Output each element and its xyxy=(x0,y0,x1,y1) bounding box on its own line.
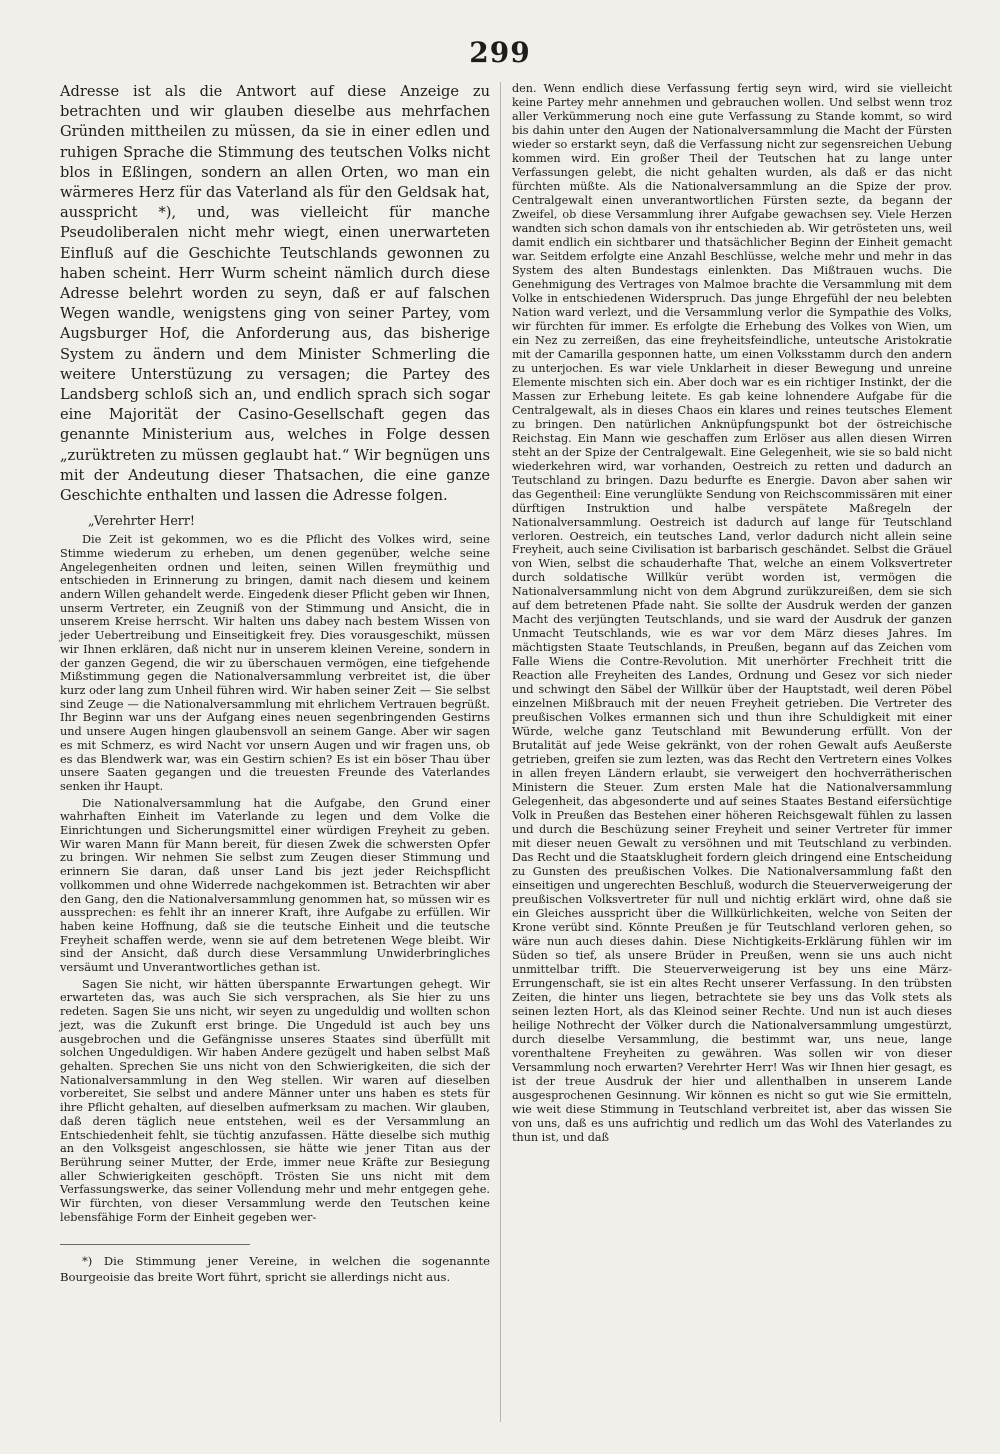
right-column-paragraph: den. Wenn endlich diese Verfassung fertig seyn wird, wird sie vielleicht keine Partey mehr annehmen und gebrauchen wollen. Und selbst wenn troz aller Verkümmerung noch eine gute Verfassung zu Stande kommt, so wird bis dahin unter den Augen der Nationalversammlung die Macht der Fürsten wieder so erstarkt seyn, daß die Verfassung nicht zur segensreichen Uebung kommen wird. Ein großer Theil der Teutschen hat zu lange unter Verfassungen gelebt, die nicht gehalten wurden, als daß er das nicht fürchten müßte. Als die Nationalversammlung an die Spize der prov. Centralgewalt einen unverantwortlichen Fürsten sezte, da begann der Zweifel, ob diese Versammlung ihrer Aufgabe gewachsen sey. Viele Herzen wandten sich schon damals von ihr entschieden ab. Wir getrösteten uns, weil damit endlich ein sichtbarer und thatsächlicher Beginn der Einheit gemacht war. Seitdem erfolgte eine Anzahl Beschlüsse, welche mehr und mehr in das System des alten Bundestags einlenkten. Das Mißtrauen wuchs. Die Genehmigung des Vertrages von Malmoe brachte die Versammlung mit dem Volke in entschiedenen Widerspruch. Das junge Ehrgefühl der neu belebten Nation ward verlezt, und die Versammlung verlor die Sympathie des Volks, wir fürchten für immer. Es erfolgte die Erhebung des Volkes von Wien, um ein Nez zu zerreißen, das eine freyheitsfeindliche, unteutsche Aristokratie mit der Camarilla gesponnen hatte, um einen Volksstamm durch den andern zu unterjochen. Es war viele Unklarheit in dieser Bewegung und unreine Elemente mischten sich ein. Aber doch war es ein richtiger Instinkt, der die Massen zur Erhebung leitete. Es gab keine lohnendere Aufgabe für die Centralgewalt, als in dieses Chaos ein klares und reines teutsches Element zu bringen. Den natürlichen Anknüpfungspunkt bot der östreichische Reichstag. Ein Mann wie geschaffen zum Erlöser aus allen diesen Wirren steht an der Spize der Centralgewalt. Eine Gelegenheit, wie sie so bald nicht wiederkehren wird, war vorhanden, Oestreich zu retten und dadurch an Teutschland zu bringen. Dazu bedurfte es Energie. Davon aber sahen wir das Gegentheil: Eine verunglükte Sendung von Reichscommissären mit einer dürftigen Instruktion und halbe verspätete Maßregeln der Nationalversammlung. Oestreich ist dadurch auf lange für Teutschland verloren. Oestreich, ein teutsches Land, verlor dadurch nicht allein seine Freyheit, auch seine Civilisation ist barbarisch geschändet. Selbst die Gräuel von Wien, selbst die schauderhafte That, welche an einem Volksvertreter durch soldatische Willkür verübt worden ist, vermögen die Nationalversammlung nicht von dem Abgrund zurükzureißen, dem sie sich auf dem betretenen Pfade naht. Sie sollte der Ausdruk werden der ganzen Macht des verjüngten Teutschlands, und sie ward der Ausdruk der ganzen Unmacht Teutschlands, wie es war vor dem März dieses Jahres. Im mächtigsten Staate Teutschlands, in Preußen, begann auf das Zeichen vom Falle Wiens die Contre-Revolution. Mit unerhörter Frechheit tritt die Reaction alle Freyheiten des Landes, Ordnung und Gesez vor sich nieder und schwingt den Säbel der Willkür über der Hauptstadt, weil deren Pöbel einzelnen Mißbrauch mit der neuen Freyheit getrieben. Die Vertreter des preußischen Volkes ermannen sich und thun ihre Schuldigkeit mit einer Würde, welche ganz Teutschland mit Bewunderung erfüllt. Von der Brutalität auf jede Weise gekränkt, von der rohen Gewalt aufs Aeußerste getrieben, greifen sie zum lezten, was das Recht den Vertretern eines Volkes in allen freyen Ländern erlaubt, sie verweigert den hochverrätherischen Ministern die Steuer. Zum ersten Male hat die Nationalversammlung Gelegenheit, das abgesonderte und auf seines Staates Bestand eifersüchtige Volk in Preußen das Bestehen einer höheren Reichsgewalt fühlen zu lassen und durch die Beschüzung seiner Freyheit und seiner Vertreter für immer mit dieser neuen Gewalt zu versöhnen und mit Teutschland zu verbinden. Das Recht und die Staatsklugheit fordern gleich dringend eine Entscheidung zu Gunsten des preußischen Volkes. Die Nationalversammlung faßt den einseitigen und ungerechten Beschluß, wodurch die Steuerverweigerung der preußischen Volksvertreter für null und nichtig erklärt wird, ohne daß sie ein Gleiches ausspricht über die Willkürlichkeiten, welche von Seiten der Krone verübt sind. Könnte Preußen je für Teutschland verloren gehen, so wäre nun auch dieses dahin. Diese Nichtigkeits-Erklärung fühlen wir im Süden so tief, als unsere Brüder in Preußen, wenn sie uns auch nicht unmittelbar trifft. Die Steuerverweigerung ist bey uns eine März-Errungenschaft, sie ist ein altes Recht unserer Verfassung. In den trübsten Zeiten, die hinter uns liegen, betrachtete sie bey uns das Volk stets als seinen lezten Hort, als das Kleinod seiner Rechte. Und nun ist auch dieses heilige Nothrecht der Völker durch die Nationalversammlung umgestürzt, durch dieselbe Versammlung, die bestimmt war, uns neue, lange vorenthaltene Freyheiten zu gewähren. Was sollen wir von dieser Versammlung noch erwarten? Verehrter Herr! Was wir Ihnen hier gesagt, es ist der treue Ausdruk der hier und allenthalben in unserem Lande ausgesprochenen Gesinnung. Wir können es nicht so gut wie Sie ermitteln, wie weit diese Stimmung in Teutschland verbreitet ist, aber das wissen Sie von uns, daß es uns aufrichtig und redlich um das Wohl des Vaterlandes zu thun ist, und daß xyxy=(512,82,952,1144)
letter-paragraph: Sagen Sie nicht, wir hätten überspannte Erwartungen gehegt. Wir erwarteten das, was auch Sie sich versprachen, als Sie hier zu uns redeten. Sagen Sie uns nicht, wir seyen zu ungeduldig und wollten schon jezt, was die Zukunft erst bringe. Die Ungeduld ist auch bey uns ausgebrochen und die Gefängnisse unseres Staates sind überfüllt mit solchen Ungeduldigen. Wir haben Andere gezügelt und haben selbst Maß gehalten. Sprechen Sie uns nicht von den Schwierigkeiten, die sich der Nationalversammlung in den Weg stellen. Wir waren auf dieselben vorbereitet, Sie selbst und andere Männer unter uns haben es stets für ihre Pflicht gehalten, auf dieselben aufmerksam zu machen. Wir glauben, daß deren täglich neue entstehen, weil es der Versammlung an Entschiedenheit fehlt, sie tüchtig anzufassen. Hätte dieselbe sich muthig an den Volksgeist angeschlossen, sie hätte wie jener Titan aus der Berührung seiner Mutter, der Erde, immer neue Kräfte zur Besiegung aller Schwierigkeiten geschöpft. Trösten Sie uns nicht mit dem Verfassungswerke, das seiner Vollendung mehr und mehr entgegen gehe. Wir fürchten, von dieser Versammlung werde den Teutschen keine lebensfähige Form der Einheit gegeben wer- xyxy=(60,977,490,1224)
column-divider xyxy=(500,82,501,1422)
letter-paragraph: Die Nationalversammlung hat die Aufgabe, den Grund einer wahrhaften Einheit im Vaterlande zu legen und dem Volke die Einrichtungen und Sicherungsmittel einer würdigen Freyheit zu geben. Wir waren Mann für Mann bereit, für diesen Zwek die schwersten Opfer zu bringen. Wir nehmen Sie selbst zum Zeugen dieser Stimmung und erinnern Sie daran, daß unser Land bis jezt jeder Reichspflicht vollkommen und ohne Widerrede nachgekommen ist. Betrachten wir aber den Gang, den die Nationalversammlung genommen hat, so müssen wir es aussprechen: es fehlt ihr an innerer Kraft, ihre Aufgabe zu erfüllen. Wir haben keine Hoffnung, daß sie die teutsche Einheit und die teutsche Freyheit schaffen werde, wenn sie auf dem betretenen Wege bleibt. Wir sind der Ansicht, daß durch diese Versammlung Unwiderbringliches versäumt und Unverantwortliches gethan ist. xyxy=(60,796,490,975)
letter-greeting: „Verehrter Herr! xyxy=(88,513,195,529)
footnote-divider xyxy=(60,1244,250,1245)
letter-paragraph: Die Zeit ist gekommen, wo es die Pflicht des Volkes wird, seine Stimme wiederum zu erheben, um denen gegenüber, welche seine Angelegenheiten ordnen und leiten, seinen Willen freymüthig und entschieden in Erinnerung zu bringen, damit nach diesem und keinem andern Willen gehandelt werde. Eingedenk dieser Pflicht geben wir Ihnen, unserm Vertreter, ein Zeugniß von der Stimmung und Ansicht, die in unserem Kreise herrscht. Wir halten uns dabey nach bestem Wissen von jeder Uebertreibung und Einseitigkeit frey. Dies vorausgeschikt, müssen wir Ihnen erklären, daß nicht nur in unserem kleinen Vereine, sondern in der ganzen Gegend, die wir zu überschauen vermögen, eine tiefgehende Mißstimmung gegen die Nationalversammlung verbreitet ist, die über kurz oder lang zum Unheil führen wird. Wir haben seiner Zeit — Sie selbst sind Zeuge — die Nationalversammlung mit ehrlichem Vertrauen begrüßt. Ihr Beginn war uns der Aufgang eines neuen segenbringenden Gestirns und unsere Augen hingen glaubensvoll an seinem Gange. Aber wir sagen es mit Schmerz, es wird Nacht vor unsern Augen und wir fragen uns, ob es das Blendwerk war, was ein Gestirn schien? Es ist ein böser Thau über unsere Saaten gegangen und die treuesten Freunde des Vaterlandes senken ihr Haupt. xyxy=(60,533,490,793)
letter-body xyxy=(60,533,490,1224)
intro-paragraph: Adresse ist als die Antwort auf diese Anzeige zu betrachten und wir glauben dieselbe aus mehrfachen Gründen mittheilen zu müssen, da sie in einer edlen und ruhigen Sprache die Stimmung des teutschen Volks nicht blos in Eßlingen, sondern an allen Orten, wo man ein wärmeres Herz für das Vaterland als für den Geldsak hat, ausspricht *), und, was vielleicht für manche Pseudoliberalen nicht mehr wiegt, einen unerwarteten Einfluß auf die Geschichte Teutschlands gewonnen zu haben scheint. Herr Wurm scheint nämlich durch diese Adresse belehrt worden zu seyn, daß er auf falschen Wegen wandle, wenigstens ging von seiner Partey, vom Augsburger Hof, die Anforderung aus, das bisherige System zu ändern und dem Minister Schmerling die weitere Unterstüzung zu versagen; die Partey des Landsberg schloß sich an, und endlich sprach sich sogar eine Majorität der Casino-Gesellschaft gegen das genannte Ministerium aus, welches in Folge dessen „zurüktreten zu müssen geglaubt hat.“ Wir begnügen uns mit der Andeutung dieser Thatsachen, die eine ganze Geschichte enthalten und lassen die Adresse folgen. xyxy=(60,83,490,505)
right-column xyxy=(512,82,952,1145)
page-number: 299 xyxy=(469,36,531,69)
footnote: *) Die Stimmung jener Vereine, in welchen die sogenannte Bourgeoisie das breite Wort führt, spricht sie allerdings nicht aus. xyxy=(60,1254,490,1285)
left-column xyxy=(60,82,490,1285)
intro-text xyxy=(60,82,490,506)
